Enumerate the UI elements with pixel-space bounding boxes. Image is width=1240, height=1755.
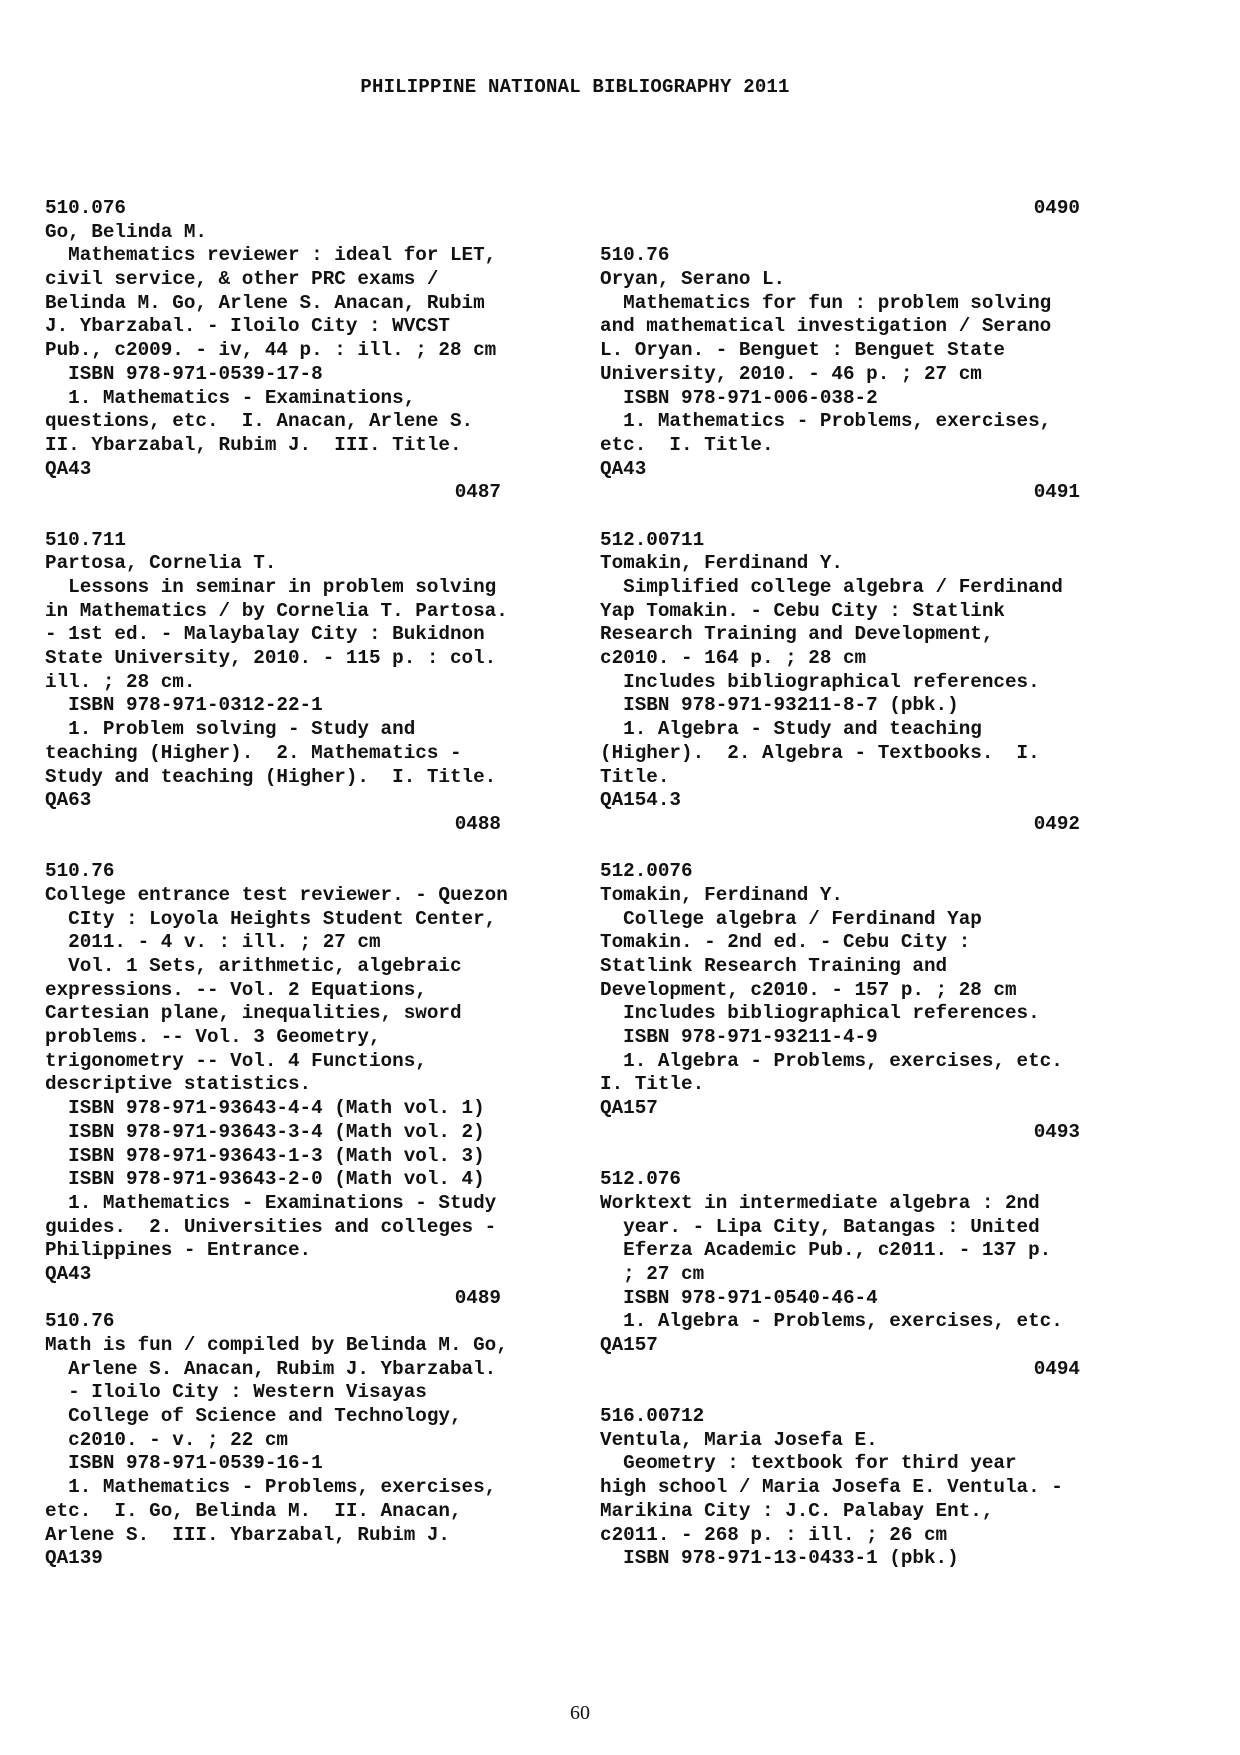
entry-spacer (600, 505, 1110, 529)
entry-number: 0490 (1033, 197, 1080, 219)
entry-line: ISBN 978-971-0312-22-1 (45, 694, 323, 717)
entry-line: ISBN 978-971-006-038-2 (600, 386, 878, 409)
entry-spacer (45, 505, 545, 529)
entry-line: year. - Lipa City, Batangas : United (600, 1215, 1040, 1238)
entry-line: etc. I. Go, Belinda M. II. Anacan, (45, 1499, 462, 1522)
entry-line: questions, etc. I. Anacan, Arlene S. (45, 410, 474, 433)
entry-number: 0494 (1033, 1357, 1080, 1380)
bibliographic-entry (45, 1310, 545, 1571)
entry-spacer (45, 837, 545, 861)
entry-spacer (600, 837, 1110, 861)
entry-number: 0491 (1033, 481, 1080, 504)
entry-line: 1. Mathematics - Problems, exercises, (600, 410, 1052, 433)
entry-line: Tomakin. - 2nd ed. - Cebu City : (600, 931, 971, 954)
entry-number: 0493 (1033, 1120, 1080, 1143)
entry-line: QA139 (45, 1547, 103, 1570)
entry-line: University, 2010. - 46 p. ; 27 cm (600, 362, 982, 385)
page-header-title: PHILIPPINE NATIONAL BIBLIOGRAPHY 2011 (360, 76, 790, 98)
entry-line: QA43 (600, 457, 647, 480)
bibliographic-entry (600, 244, 1110, 528)
entry-line: 1. Mathematics - Examinations - Study (45, 1191, 497, 1214)
entry-line: Yap Tomakin. - Cebu City : Statlink (600, 599, 1005, 622)
entry-line: and mathematical investigation / Serano (600, 315, 1052, 338)
entry-line: 512.076 (600, 1168, 681, 1191)
entry-line: Includes bibliographical references. (600, 1002, 1040, 1025)
entry-line: ISBN 978-971-93643-2-0 (Math vol. 4) (45, 1168, 485, 1191)
entry-line: College entrance test reviewer. - Quezon (45, 883, 508, 906)
entry-line: L. Oryan. - Benguet : Benguet State (600, 339, 1005, 362)
entry-line: trigonometry -- Vol. 4 Functions, (45, 1049, 427, 1072)
bibliographic-entry (45, 529, 545, 861)
entry-line: expressions. -- Vol. 2 Equations, (45, 978, 427, 1001)
entry-line: QA43 (45, 457, 92, 480)
entry-number: 0492 (1033, 812, 1080, 835)
entry-line: Eferza Academic Pub., c2011. - 137 p. (600, 1239, 1052, 1262)
entry-line: Mathematics reviewer : ideal for LET, (45, 244, 497, 267)
bibliographic-entry (45, 197, 545, 529)
entry-line: 510.711 (45, 528, 126, 551)
entry-line: Statlink Research Training and (600, 955, 948, 977)
entry-number: 0487 (454, 481, 501, 504)
entry-line: teaching (Higher). 2. Mathematics - (45, 741, 462, 764)
entry-spacer (600, 221, 1110, 245)
entry-line: Tomakin, Ferdinand Y. (600, 883, 843, 906)
entry-line: QA157 (600, 1334, 658, 1356)
entry-line: (Higher). 2. Algebra - Textbooks. I. (600, 741, 1040, 764)
entry-line: ISBN 978-971-0539-17-8 (45, 362, 323, 385)
entry-line: ISBN 978-971-93643-3-4 (Math vol. 2) (45, 1120, 485, 1143)
entry-line: descriptive statistics. (45, 1073, 312, 1096)
entry-line: Cartesian plane, inequalities, sword (45, 1002, 462, 1025)
entry-line: J. Ybarzabal. - Iloilo City : WVCST (45, 315, 450, 338)
bibliographic-entry (45, 860, 545, 1310)
entry-line: Arlene S. Anacan, Rubim J. Ybarzabal. (45, 1357, 497, 1380)
entry-line: 510.76 (45, 1310, 115, 1333)
entry-line: Arlene S. III. Ybarzabal, Rubim J. (45, 1523, 450, 1546)
entry-line: 516.00712 (600, 1405, 705, 1428)
entry-line: State University, 2010. - 115 p. : col. (45, 647, 497, 670)
entry-line: College algebra / Ferdinand Yap (600, 907, 982, 930)
page-number: 60 (570, 1702, 590, 1724)
entry-line: Worktext in intermediate algebra : 2nd (600, 1191, 1040, 1214)
entry-line: Partosa, Cornelia T. (45, 552, 277, 575)
entry-line: ISBN 978-971-0540-46-4 (600, 1286, 878, 1309)
entry-line: 1. Algebra - Study and teaching (600, 718, 982, 741)
entry-line: Philippines - Entrance. (45, 1239, 312, 1262)
entry-line: Vol. 1 Sets, arithmetic, algebraic (45, 955, 462, 977)
entry-line: Math is fun / compiled by Belinda M. Go, (45, 1334, 508, 1356)
entry-line: c2010. - 164 p. ; 28 cm (600, 647, 867, 670)
entry-line: c2010. - v. ; 22 cm (45, 1428, 288, 1451)
entry-spacer (600, 1145, 1110, 1169)
entry-line: ISBN 978-971-93643-1-3 (Math vol. 3) (45, 1144, 485, 1167)
entry-line: 2011. - 4 v. : ill. ; 27 cm (45, 931, 381, 954)
entry-line: QA63 (45, 789, 92, 812)
entry-line: c2011. - 268 p. : ill. ; 26 cm (600, 1523, 948, 1546)
entry-line: 1. Mathematics - Examinations, (45, 386, 416, 409)
bibliographic-entry (600, 1168, 1110, 1405)
entry-line: Mathematics for fun : problem solving (600, 291, 1052, 314)
entry-line: in Mathematics / by Cornelia T. Partosa. (45, 599, 508, 622)
entry-line: civil service, & other PRC exams / (45, 268, 439, 291)
entry-number: 0488 (454, 812, 501, 835)
entry-line: ISBN 978-971-93643-4-4 (Math vol. 1) (45, 1097, 485, 1120)
entry-line: ISBN 978-971-0539-16-1 (45, 1452, 323, 1475)
entry-line: - Iloilo City : Western Visayas (45, 1381, 427, 1404)
entry-line: QA157 (600, 1097, 658, 1120)
entry-line: Simplified college algebra / Ferdinand (600, 576, 1063, 598)
entry-line: Marikina City : J.C. Palabay Ent., (600, 1499, 994, 1522)
entry-line: 1. Algebra - Problems, exercises, etc. (600, 1310, 1063, 1333)
entry-line: Study and teaching (Higher). I. Title. (45, 765, 497, 788)
entry-line: 1. Mathematics - Problems, exercises, (45, 1476, 497, 1499)
entry-line: ISBN 978-971-13-0433-1 (pbk.) (600, 1547, 959, 1570)
bibliographic-entry (600, 1405, 1110, 1571)
entry-line: ISBN 978-971-93211-8-7 (pbk.) (600, 694, 959, 717)
entry-line: ill. ; 28 cm. (45, 670, 196, 693)
entry-spacer (600, 1381, 1110, 1405)
entry-line: 1. Algebra - Problems, exercises, etc. (600, 1049, 1063, 1072)
bibliographic-entry (600, 197, 1110, 244)
entry-line: Development, c2010. - 157 p. ; 28 cm (600, 978, 1017, 1001)
entry-line: ; 27 cm (600, 1262, 705, 1285)
entry-line: 512.00711 (600, 528, 705, 551)
entry-line: Research Training and Development, (600, 623, 994, 646)
bibliographic-entry (600, 860, 1110, 1168)
entry-line: problems. -- Vol. 3 Geometry, (45, 1026, 381, 1049)
entry-line: Lessons in seminar in problem solving (45, 576, 497, 598)
entry-line: 512.0076 (600, 860, 693, 883)
entry-line: guides. 2. Universities and colleges - (45, 1215, 497, 1238)
entry-line: ISBN 978-971-93211-4-9 (600, 1026, 878, 1049)
entry-line: Pub., c2009. - iv, 44 p. : ill. ; 28 cm (45, 339, 497, 362)
left-column (45, 197, 545, 1571)
entry-line: QA43 (45, 1262, 92, 1285)
entry-line: Title. (600, 765, 670, 788)
entry-line: 1. Problem solving - Study and (45, 718, 416, 741)
entry-line: College of Science and Technology, (45, 1405, 462, 1428)
entry-line: 510.76 (45, 860, 115, 883)
entry-line: - 1st ed. - Malaybalay City : Bukidnon (45, 623, 485, 646)
entry-line: high school / Maria Josefa E. Ventula. - (600, 1476, 1063, 1499)
entry-line: Tomakin, Ferdinand Y. (600, 552, 843, 575)
entry-number: 0489 (454, 1286, 501, 1309)
entry-line: I. Title. (600, 1073, 705, 1096)
entry-line: Oryan, Serano L. (600, 268, 786, 291)
entry-line: QA154.3 (600, 789, 681, 812)
entry-line: 510.76 (600, 244, 670, 267)
bibliographic-entry (600, 529, 1110, 861)
entry-line: Ventula, Maria Josefa E. (600, 1428, 878, 1451)
entry-line: 510.076 (45, 197, 126, 219)
entry-line: Geometry : textbook for third year (600, 1452, 1017, 1475)
entry-line: Go, Belinda M. (45, 220, 207, 243)
entry-line: CIty : Loyola Heights Student Center, (45, 907, 497, 930)
entry-line: Belinda M. Go, Arlene S. Anacan, Rubim (45, 291, 485, 314)
entry-line: etc. I. Title. (600, 433, 774, 456)
entry-line: Includes bibliographical references. (600, 670, 1040, 693)
entry-line: II. Ybarzabal, Rubim J. III. Title. (45, 433, 462, 456)
right-column (600, 197, 1110, 1571)
